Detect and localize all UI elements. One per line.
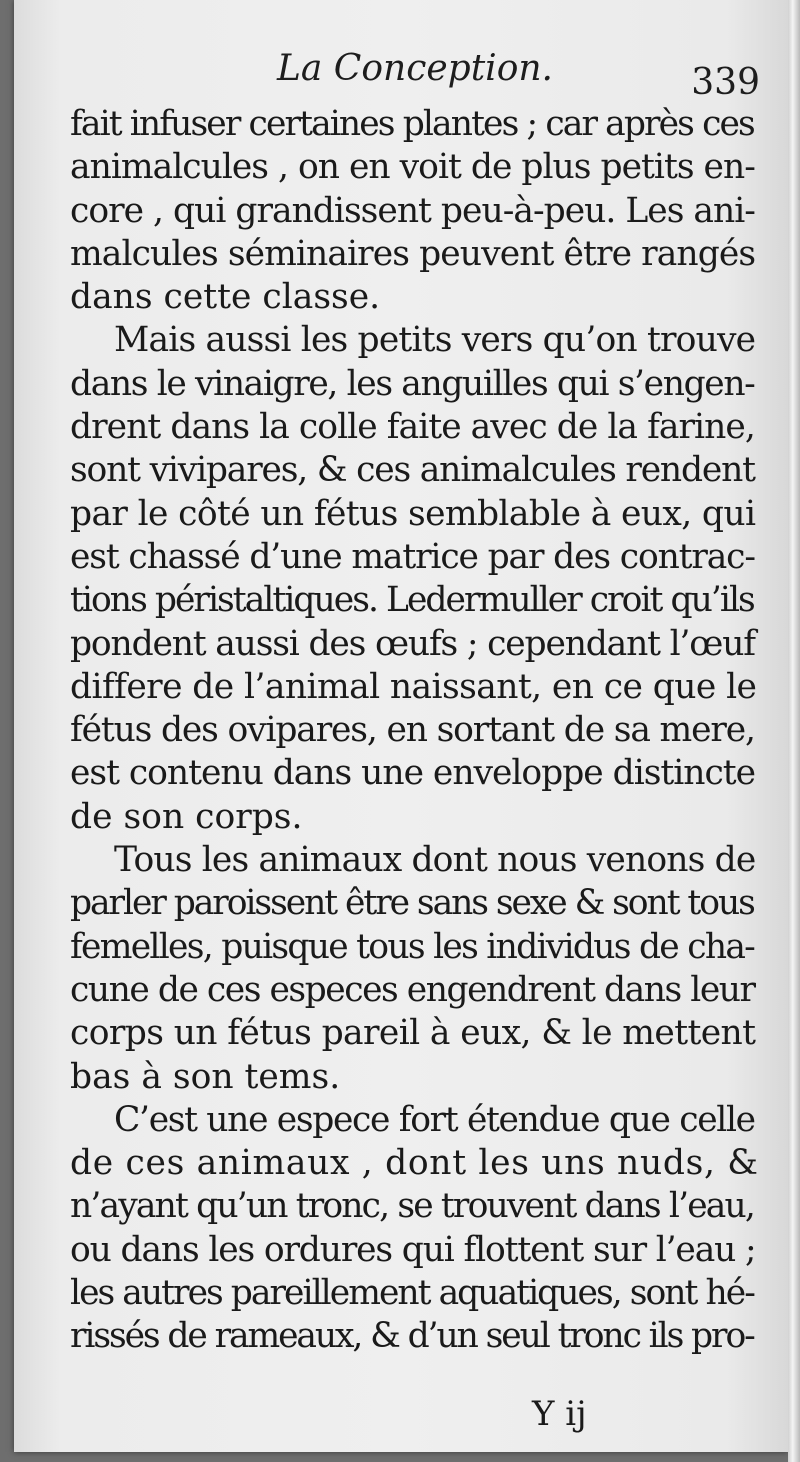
text-line: fétus des ovipares, en sortant de sa mere, [70,710,755,751]
text-line: drent dans la colle faite avec de la farine, [70,407,755,448]
paragraph [70,839,758,1099]
text-line: de son corps. [70,796,303,837]
text-line: C’est une espece fort étendue que celle [114,1099,755,1140]
text-line: pondent aussi des œufs ; cependant l’œuf [70,623,755,664]
text-line: bas à son tems. [70,1056,341,1097]
text-line: parler paroissent être sans sexe & sont tous [70,883,754,924]
text-line: femelles, puisque tous les individus de cha- [70,926,755,967]
text-line: Tous les animaux dont nous venons de [114,840,756,881]
text-line: sont vivipares, & ces animalcules rendent [70,450,755,491]
text-line: les autres pareillement aquatiques, sont hé- [70,1273,754,1314]
text-line: dans le vinaigre, les anguilles qui s’engen- [70,363,755,404]
body-text [70,103,758,1359]
text-line: tions péristaltiques. Ledermuller croit qu’ils [70,580,754,621]
paragraph [70,1099,758,1359]
book-page [14,0,788,1452]
text-line: est contenu dans une enveloppe distincte [70,753,756,794]
text-line: differe de l’animal naissant, en ce que le [70,666,757,707]
text-line: par le côté un fétus semblable à eux, qui [70,493,756,534]
page-header [70,40,760,103]
text-line: animalcules , on en voit de plus petits en- [70,147,755,188]
text-line: rissés de rameaux, & d’un seul tronc ils pro- [70,1316,754,1357]
text-line: dans cette classe. [70,277,381,318]
text-line: de ces animaux , dont les uns nuds, & [70,1143,759,1184]
text-line: n’ayant qu’un tronc, se trouvent dans l’eau, [70,1186,755,1227]
text-line: Mais aussi les petits vers qu’on trouve [114,320,756,361]
text-line: ou dans les ordures qui flottent sur l’eau ; [70,1229,756,1270]
paragraph [70,103,758,319]
page-number: 339 [691,62,760,103]
text-line: core , qui grandissent peu-à-peu. Les ani- [70,190,755,231]
signature-mark: Y ij [532,1394,587,1434]
text-line: est chassé d’une matrice par des contrac- [70,536,755,577]
page-edge [788,0,800,1462]
text-line: fait infuser certaines plantes ; car après ces [70,104,754,144]
text-line: malcules séminaires peuvent être rangés [70,233,756,274]
text-line: cune de ces especes engendrent dans leur [70,969,755,1010]
text-line: corps un fétus pareil à eux, & le mettent [70,1013,756,1054]
running-title: La Conception. [276,48,553,89]
paragraph [70,319,758,839]
